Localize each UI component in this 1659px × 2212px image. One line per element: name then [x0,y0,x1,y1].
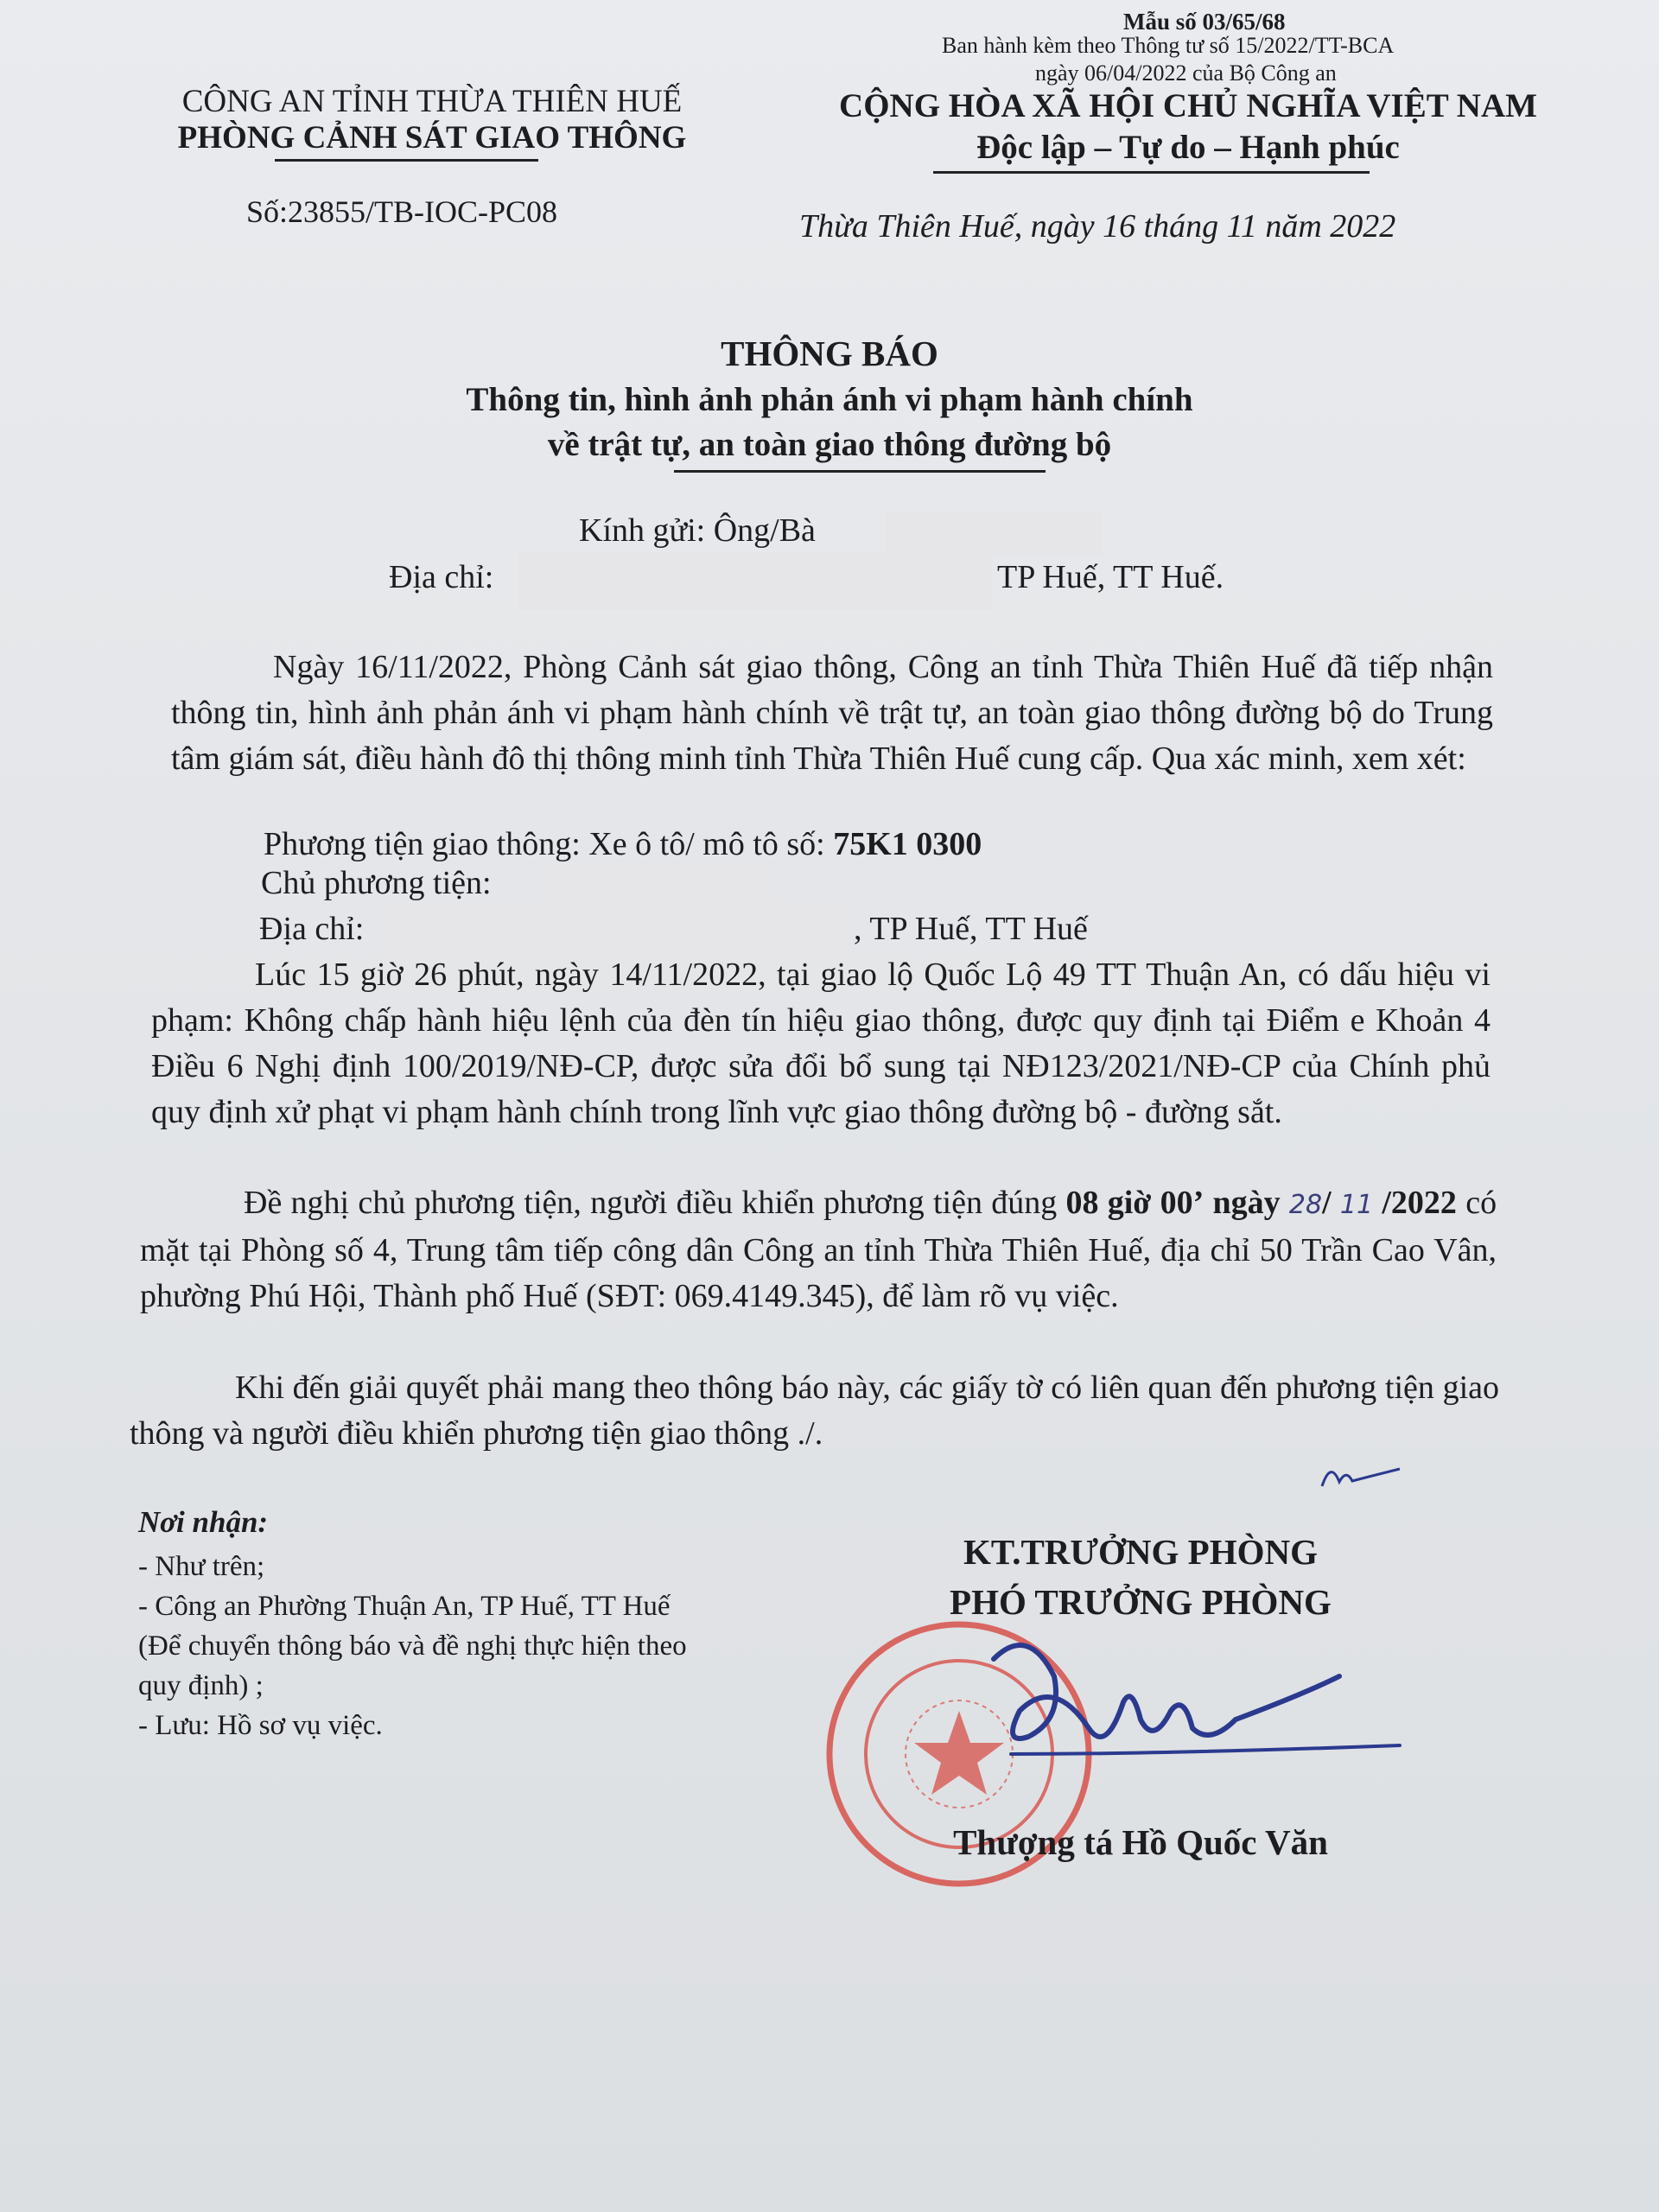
agency-underline [275,159,538,162]
recipient-address-tail: TP Huế, TT Huế. [997,559,1224,595]
paragraph-receipt: Ngày 16/11/2022, Phòng Cảnh sát giao thông, Công an tỉnh Thừa Thiên Huế đã tiếp nhận thông tin, hình ảnh phản ánh vi phạm hành chính về trật tự, an toàn giao thông đường bộ do Trung tâm giám sát, điều hành đô thị thông minh tỉnh Thừa Thiên Huế cung cấp. Qua xác minh, xem xét: [171,649,1493,777]
place-date: Thừa Thiên Huế, ngày 16 tháng 11 năm 2022 [799,208,1396,245]
agency-name: PHÒNG CẢNH SÁT GIAO THÔNG [177,120,687,156]
appointment-time: 08 giờ 00’ [1065,1185,1205,1221]
license-plate: 75K1 0300 [833,826,982,862]
initial-mark [1305,1443,1408,1503]
redacted-owner-address [387,902,850,959]
signature-title-1: KT.TRƯỞNG PHÒNG [963,1532,1318,1572]
recipients-item: - Như trên; [138,1551,265,1582]
notice-title: THÔNG BÁO [721,334,938,373]
agency-parent: CÔNG AN TỈNH THỪA THIÊN HUẾ [181,84,683,119]
redacted-recipient-name [886,513,1102,555]
paragraph-request [140,1180,1497,1319]
paragraph-bring-documents: Khi đến giải quyết phải mang theo thông báo này, các giấy tờ có liên quan đến phương tiện giao thông và người điều khiển phương tiện giao thông ./. [130,1370,1499,1452]
request-text-a: Đề nghị chủ phương tiện, người điều khiển phương tiện đúng [244,1185,1058,1221]
recipients-item: quy định) ; [138,1670,264,1701]
signature-title-2: PHÓ TRƯỞNG PHÒNG [950,1582,1332,1622]
redacted-owner-name [543,866,774,906]
national-slogan: Độc lập – Tự do – Hạnh phúc [976,129,1400,166]
owner-address-label: Địa chỉ: [259,911,365,947]
recipients-item: - Lưu: Hồ sơ vụ việc. [138,1710,383,1741]
redacted-recipient-address [518,553,992,610]
handwritten-signature [976,1624,1426,1815]
handwritten-month: 11 [1339,1190,1374,1220]
document-number: Số:23855/TB-IOC-PC08 [246,194,558,229]
recipients-heading: Nơi nhận: [138,1505,269,1539]
form-issued-line1: Ban hành kèm theo Thông tư số 15/2022/TT-BCA [942,33,1395,58]
slogan-underline [933,171,1370,174]
recipient-address-label: Địa chỉ: [389,559,494,595]
recipients-item: - Công an Phường Thuận An, TP Huế, TT Huế [138,1591,671,1622]
handwritten-day: 28 [1288,1190,1323,1220]
recipients-item: (Để chuyển thông báo và đề nghị thực hiện theo [138,1630,687,1662]
appointment-year: /2022 [1382,1185,1457,1221]
subtitle-underline [674,470,1046,473]
owner-address-tail: , TP Huế, TT Huế [854,911,1088,947]
vehicle-line [264,825,982,863]
appointment-ngay: ngày [1212,1185,1281,1221]
owner-label: Chủ phương tiện: [261,865,492,901]
form-code: Mẫu số 03/65/68 [1123,9,1286,35]
recipient-greeting: Kính gửi: Ông/Bà [579,512,816,549]
notice-subtitle-1: Thông tin, hình ảnh phản ánh vi phạm hành chính [466,381,1193,418]
recipients-list [138,1547,687,1745]
country-name: CỘNG HÒA XÃ HỘI CHỦ NGHĨA VIỆT NAM [839,87,1537,124]
request-text-b: có mặt tại Phòng số 4, Trung tâm tiếp công dân Công an tỉnh Thừa Thiên Huế, địa chỉ 50 Trần Cao Vân, phường Phú Hội, Thành phố Huế (SĐT: 069.4149.345), để làm rõ vụ việc. [140,1185,1497,1314]
notice-subtitle-2: về trật tự, an toàn giao thông đường bộ [547,426,1112,463]
paragraph-violation: Lúc 15 giờ 26 phút, ngày 14/11/2022, tại giao lộ Quốc Lộ 49 TT Thuận An, có dấu hiệu vi phạm: Không chấp hành hiệu lệnh của đèn tín hiệu giao thông, được quy định tại Điểm e Khoản 4 Điều 6 Nghị định 100/2019/NĐ-CP, được sửa đổi bổ sung tại NĐ123/2021/NĐ-CP của Chính phủ quy định xử phạt vi phạm hành chính trong lĩnh vực giao thông đường bộ - đường sắt. [151,957,1491,1130]
date-separator: / [1322,1185,1332,1221]
form-issued-line2: ngày 06/04/2022 của Bộ Công an [1035,60,1337,86]
vehicle-label: Phương tiện giao thông: Xe ô tô/ mô tô số: [264,826,825,862]
signer-name: Thượng tá Hồ Quốc Văn [953,1822,1328,1862]
